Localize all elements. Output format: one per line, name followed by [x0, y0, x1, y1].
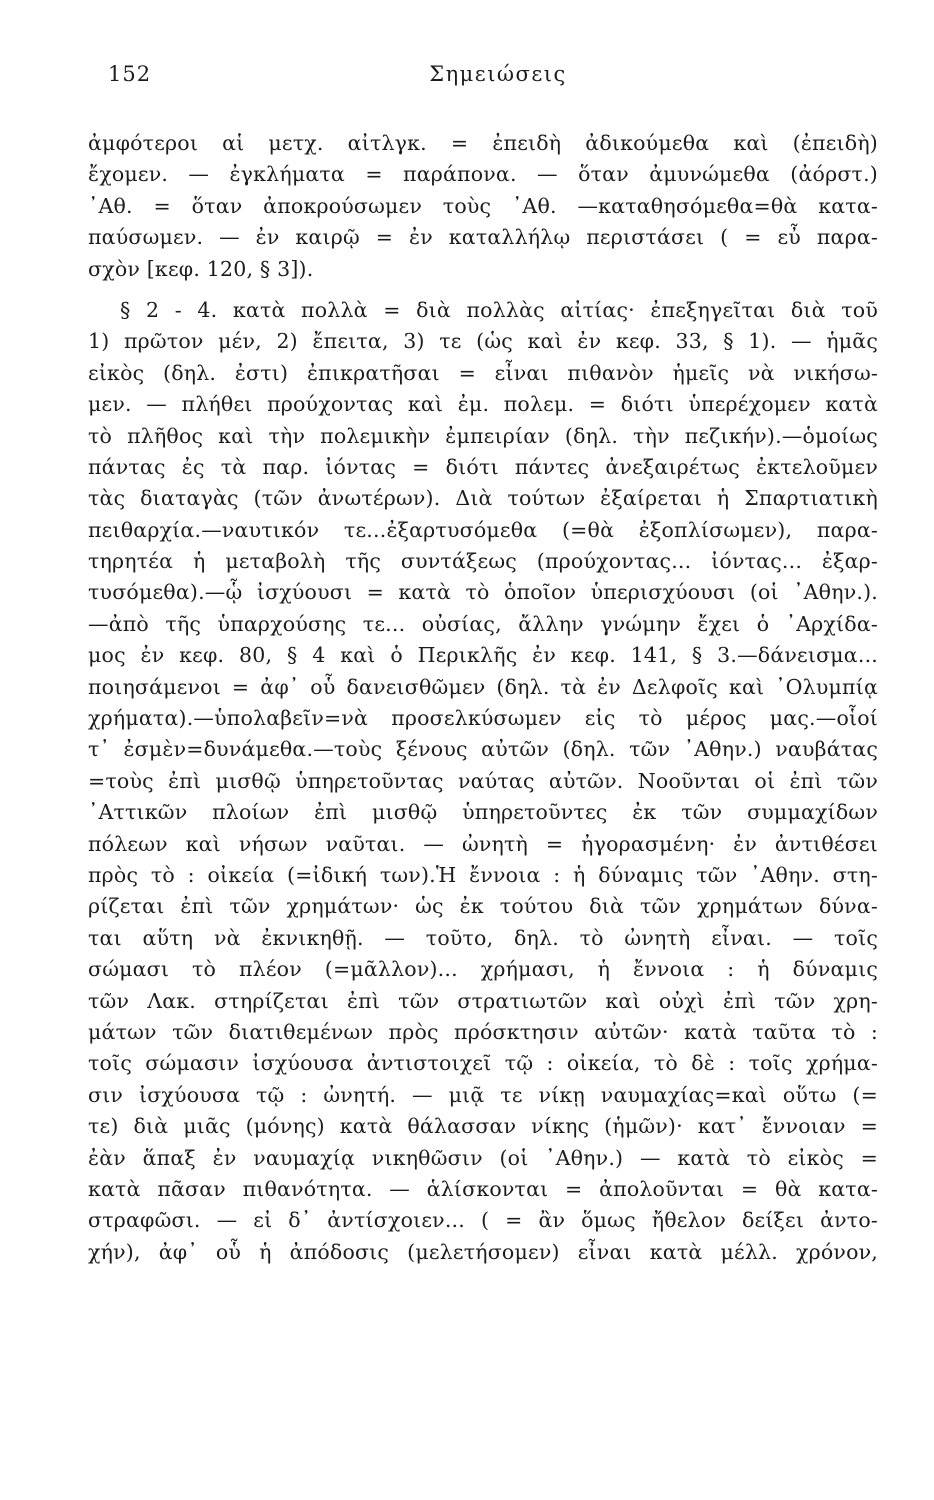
- text-line: τε) διὰ μιᾶς (μόνης) κατὰ θάλασσαν νίκης (ἡμῶν)· κατ᾿ ἔννοιαν =: [88, 1114, 878, 1139]
- text-line: ἔχομεν. — ἐγκλήματα = παράπονα. — ὅταν ἀμυνώμεθα (ἀόρστ.): [88, 162, 878, 187]
- text-line: πρὸς τὸ : οἰκεία (=ἰδική των).Ἡ ἔννοια : ἡ δύναμις τῶν ᾿Αθην. στη-: [88, 862, 878, 887]
- text-line: σώμασι τὸ πλέον (=μᾶλλον)... χρήμασι, ἡ ἔννοια : ἡ δύναμις: [88, 957, 878, 982]
- text-line: τῶν Λακ. στηρίζεται ἐπὶ τῶν στρατιωτῶν καὶ οὐχὶ ἐπὶ τῶν χρη-: [88, 988, 878, 1013]
- text-line: κατὰ πᾶσαν πιθανότητα. — ἁλίσκονται = ἀπολοῦνται = θὰ κατα-: [88, 1176, 878, 1201]
- running-title: Σημειώσεις: [429, 62, 567, 86]
- text-line: ἀμφότεροι αἱ μετχ. αἰτλγκ. = ἐπειδὴ ἀδικούμεθα καὶ (ἐπειδὴ): [88, 131, 878, 155]
- text-line: μεν. — πλήθει προύχοντας καὶ ἐμ. πολεμ. = διότι ὑπερέχομεν κατὰ: [88, 392, 878, 417]
- text-line: πειθαρχία.—ναυτικόν τε...ἐξαρτυσόμεθα (=θὰ ἐξοπλίσωμεν), παρα-: [88, 517, 878, 542]
- text-line: μάτων τῶν διατιθεμένων πρὸς πρόσκτησιν αὐτῶν· κατὰ ταῦτα τὸ :: [88, 1019, 878, 1044]
- text-line: τ᾿ ἐσμὲν=δυνάμεθα.—τοὺς ξένους αὐτῶν (δηλ. τῶν ᾿Αθην.) ναυβάτας: [88, 737, 878, 762]
- text-line: εἰκὸς (δηλ. ἐστι) ἐπικρατῆσαι = εἶναι πιθανὸν ἡμεῖς νὰ νικήσω-: [88, 360, 878, 385]
- text-line: στραφῶσι. — εἰ δ᾿ ἀντίσχοιεν... ( = ἂν ὅμως ἤθελον δείξει ἀντο-: [88, 1208, 878, 1233]
- text-line: ἐὰν ἅπαξ ἐν ναυμαχίᾳ νικηθῶσιν (οἱ ᾿Αθην.) — κατὰ τὸ εἰκὸς =: [88, 1145, 878, 1170]
- text-line: ται αὕτη νὰ ἐκνικηθῇ. — τοῦτο, δηλ. τὸ ὠνητὴ εἶναι. — τοῖς: [88, 925, 878, 950]
- notes-text-block: [88, 128, 878, 1268]
- text-line: χρήματα).—ὑπολαβεῖν=νὰ προσελκύσωμεν εἰς τὸ μέρος μας.—οἷοί: [88, 706, 878, 731]
- text-line: μος ἐν κεφ. 80, § 4 καὶ ὁ Περικλῆς ἐν κεφ. 141, § 3.—δάνεισμα...: [88, 643, 878, 668]
- text-line: χήν), ἀφ᾿ οὗ ἡ ἀπόδοσις (μελετήσομεν) εἶναι κατὰ μέλλ. χρόνον,: [88, 1239, 878, 1264]
- text-line: § 2 - 4. κατὰ πολλὰ = διὰ πολλὰς αἰτίας· ἐπεξηγεῖται διὰ τοῦ: [120, 297, 878, 322]
- text-line: =τοὺς ἐπὶ μισθῷ ὑπηρετοῦντας ναύτας αὐτῶν. Νοοῦνται οἱ ἐπὶ τῶν: [88, 768, 878, 793]
- text-line: ᾿Αθ. = ὅταν ἀποκρούσωμεν τοὺς ᾿Αθ. —καταθησόμεθα=θὰ κατα-: [88, 193, 878, 218]
- page-number: 152: [108, 62, 152, 86]
- text-line: ποιησάμενοι = ἀφ᾿ οὗ δανεισθῶμεν (δηλ. τὰ ἐν Δελφοῖς καὶ ᾿Ολυμπίᾳ: [88, 674, 878, 699]
- text-line: 1) πρῶτον μέν, 2) ἔπειτα, 3) τε (ὡς καὶ ἐν κεφ. 33, § 1). — ἡμᾶς: [88, 329, 878, 354]
- text-line: τυσόμεθα).—ᾧ ἰσχύουσι = κατὰ τὸ ὁποῖον ὑπερισχύουσι (οἱ ᾿Αθην.).: [88, 580, 878, 605]
- text-line: πόλεων καὶ νήσων ναῦται. — ὠνητὴ = ἠγορασμένη· ἐν ἀντιθέσει: [88, 831, 878, 856]
- text-line: ρίζεται ἐπὶ τῶν χρημάτων· ὡς ἐκ τούτου διὰ τῶν χρημάτων δύνα-: [88, 894, 878, 919]
- page-header: [88, 62, 868, 98]
- text-line: τὸ πλῆθος καὶ τὴν πολεμικὴν ἐμπειρίαν (δηλ. τὴν πεζικήν).—ὁμοίως: [88, 423, 878, 448]
- text-line: σιν ἰσχύουσα τῷ : ὠνητή. — μιᾷ τε νίκῃ ναυμαχίας=καὶ οὕτω (=: [88, 1082, 878, 1107]
- text-line: —ἀπὸ τῆς ὑπαρχούσης τε... οὐσίας, ἄλλην γνώμην ἔχει ὁ ᾿Αρχίδα-: [88, 611, 878, 636]
- text-line: παύσωμεν. — ἐν καιρῷ = ἐν καταλλήλῳ περιστάσει ( = εὖ παρα-: [88, 225, 878, 250]
- text-line: σχὸν [κεφ. 120, § 3]).: [88, 256, 314, 281]
- text-line: τηρητέα ἡ μεταβολὴ τῆς συντάξεως (προύχοντας... ἰόντας... ἐξαρ-: [88, 549, 878, 574]
- text-line: τὰς διαταγὰς (τῶν ἀνωτέρων). Διὰ τούτων ἐξαίρεται ἡ Σπαρτιατικὴ: [88, 486, 878, 511]
- text-line: τοῖς σώμασιν ἰσχύουσα ἀντιστοιχεῖ τῷ : οἰκεία, τὸ δὲ : τοῖς χρήμα-: [88, 1051, 878, 1076]
- text-line: ᾿Αττικῶν πλοίων ἐπὶ μισθῷ ὑπηρετοῦντες ἐκ τῶν συμμαχίδων: [88, 800, 878, 825]
- text-line: πάντας ἐς τὰ παρ. ἰόντας = διότι πάντες ἀνεξαιρέτως ἐκτελοῦμεν: [88, 454, 878, 479]
